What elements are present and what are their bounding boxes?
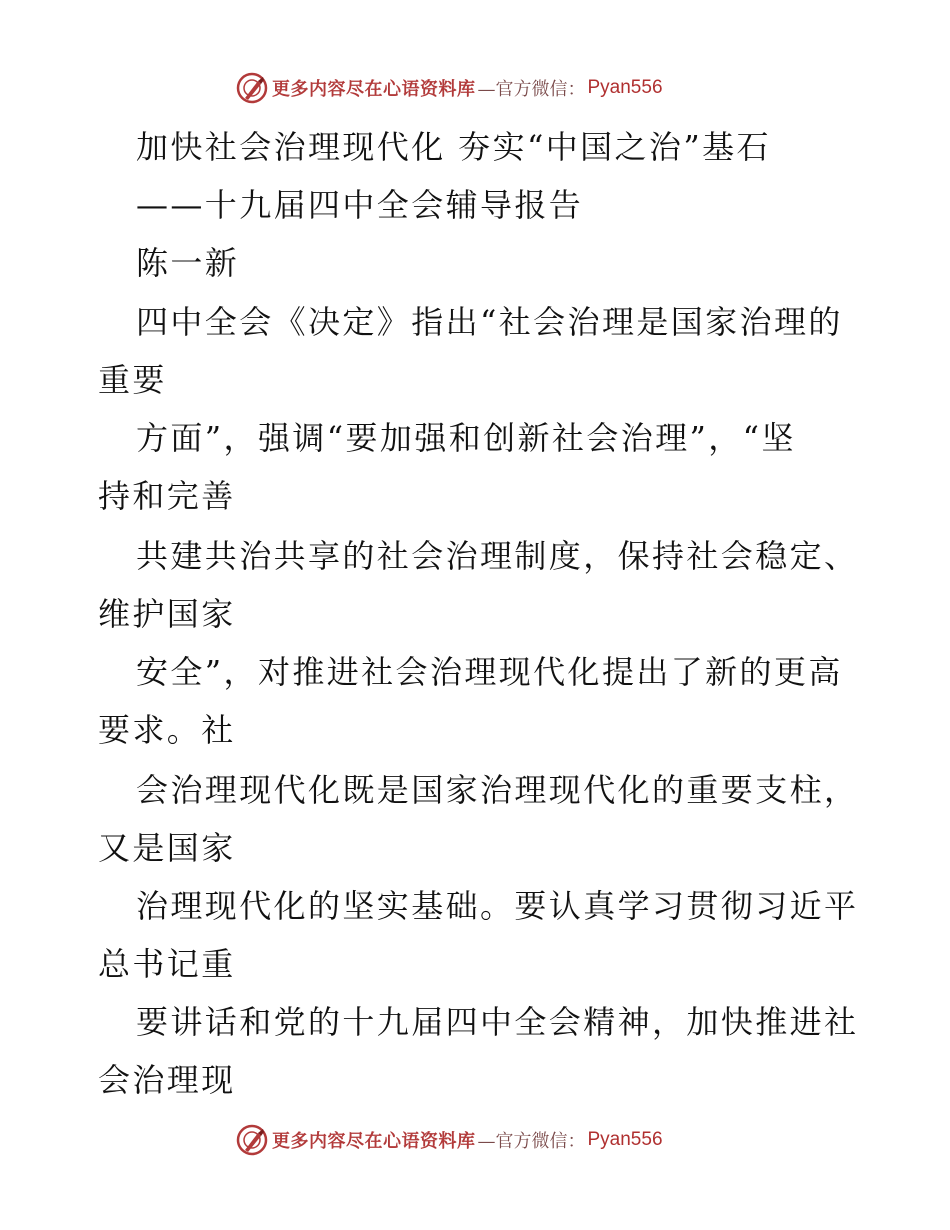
banner-wechat-id: Pyan556 xyxy=(587,77,663,98)
banner-wechat-label: —官方微信： xyxy=(477,79,586,100)
paragraph-line: 会治理现代化既是国家治理现代化的重要支柱， xyxy=(136,771,859,809)
paragraph-line: 共建共治共享的社会治理制度，保持社会稳定、 xyxy=(136,537,859,575)
paragraph-line: 安全”，对推进社会治理现代化提出了新的更高 xyxy=(136,653,843,691)
banner-text: 更多内容尽在心语资料库 xyxy=(272,79,476,100)
paragraph-line: 维护国家 xyxy=(98,595,236,633)
paragraph-line: 总书记重 xyxy=(98,945,236,983)
paragraph-line: 要求。社 xyxy=(98,711,236,749)
pen-logo-icon xyxy=(236,72,268,104)
banner-wechat-id: Pyan556 xyxy=(587,1129,663,1150)
banner-text: 更多内容尽在心语资料库 xyxy=(272,1131,476,1152)
paragraph-line: 治理现代化的坚实基础。要认真学习贯彻习近平 xyxy=(136,887,859,925)
document-subtitle: ——十九届四中全会辅导报告 xyxy=(136,186,584,224)
paragraph-line: 要讲话和党的十九届四中全会精神，加快推进社 xyxy=(136,1003,859,1041)
document-title: 加快社会治理现代化 夯实“中国之治”基石 xyxy=(136,128,771,166)
document-author: 陈一新 xyxy=(136,244,240,282)
paragraph-line: 方面”，强调“要加强和创新社会治理”，“坚 xyxy=(136,419,796,457)
banner-wechat-label: —官方微信： xyxy=(477,1131,586,1152)
footer-banner xyxy=(236,1124,663,1156)
pen-logo-icon xyxy=(236,1124,268,1156)
paragraph-line: 四中全会《决定》指出“社会治理是国家治理的 xyxy=(136,303,843,341)
paragraph-line: 又是国家 xyxy=(98,829,236,867)
paragraph-line: 会治理现 xyxy=(98,1061,236,1099)
paragraph-line: 持和完善 xyxy=(98,477,236,515)
paragraph-line: 重要 xyxy=(98,361,167,399)
header-banner xyxy=(236,72,663,104)
